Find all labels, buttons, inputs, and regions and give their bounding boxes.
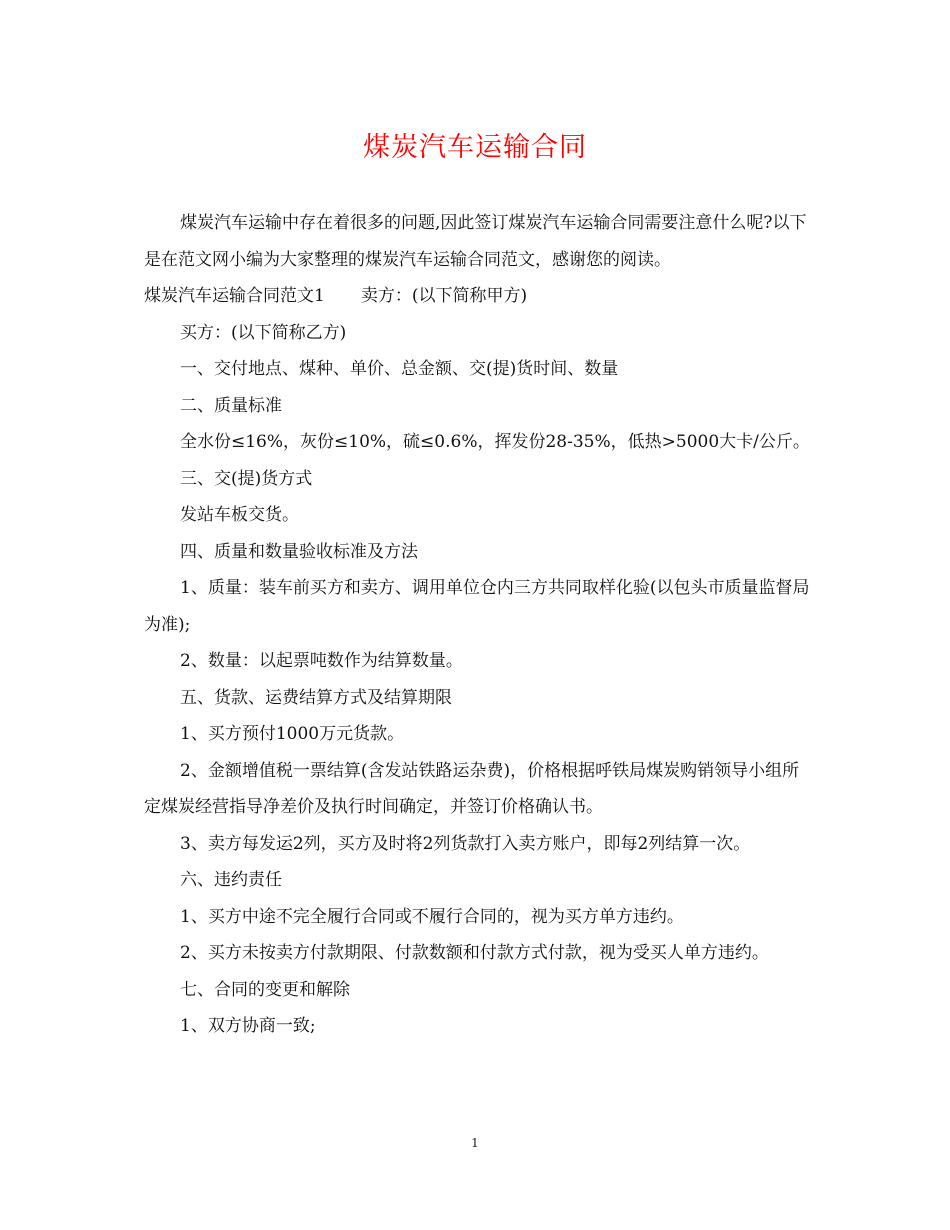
sample-heading-line: [144, 278, 810, 315]
buyer-line: 买方：(以下简称乙方): [180, 322, 347, 343]
section-2-text: 全水份≤16%，灰份≤10%，硫≤0.6%，挥发份28-35%，低热>5000大卡/公斤。: [180, 432, 810, 452]
section-heading-6: 六、违约责任: [180, 870, 282, 890]
section-3-text: 发站车板交货。: [180, 505, 299, 525]
section-4-item-1: 1、质量：装车前买方和卖方、调用单位仓内三方共同取样化验(以包头市质量监督局为准);: [144, 578, 810, 635]
section-heading-5: 五、货款、运费结算方式及结算期限: [180, 687, 452, 708]
section-4-item-2: 2、数量：以起票吨数作为结算数量。: [180, 651, 463, 671]
section-6-item-2: 2、买方未按卖方付款期限、付款数额和付款方式付款，视为受买人单方违约。: [180, 943, 769, 963]
section-5-item-2: 2、金额增值税一票结算(含发站铁路运杂费)，价格根据呼铁局煤炭购销领导小组所定煤炭经营指导净差价及执行时间确定，并签订价格确认书。: [144, 760, 800, 817]
section-5-item-1: 1、买方预付1000万元货款。: [180, 724, 405, 744]
section-heading-4: 四、质量和数量验收标准及方法: [180, 541, 418, 562]
section-heading-2: 二、质量标准: [180, 395, 282, 416]
section-5-item-3: 3、卖方每发运2列，买方及时将2列货款打入卖方账户，即每2列结算一次。: [180, 833, 751, 854]
sample-heading: 煤炭汽车运输合同范文1: [144, 286, 325, 306]
section-7-item-1: 1、双方协商一致;: [180, 1016, 316, 1036]
section-heading-3: 三、交(提)货方式: [180, 468, 313, 489]
seller-line: 卖方：(以下简称甲方): [360, 286, 528, 306]
document-body: [144, 205, 810, 1045]
section-heading-7: 七、合同的变更和解除: [180, 979, 350, 1000]
section-6-item-1: 1、买方中途不完全履行合同或不履行合同的，视为买方单方违约。: [180, 906, 684, 927]
section-heading-1: 一、交付地点、煤种、单价、总金额、交(提)货时间、数量: [180, 359, 619, 379]
intro-paragraph: 煤炭汽车运输中存在着很多的问题,因此签订煤炭汽车运输合同需要注意什么呢?以下是在范文网小编为大家整理的煤炭汽车运输合同范文，感谢您的阅读。: [144, 213, 807, 270]
document-title: 煤炭汽车运输合同: [363, 132, 587, 163]
page-number: 1: [471, 1136, 479, 1150]
